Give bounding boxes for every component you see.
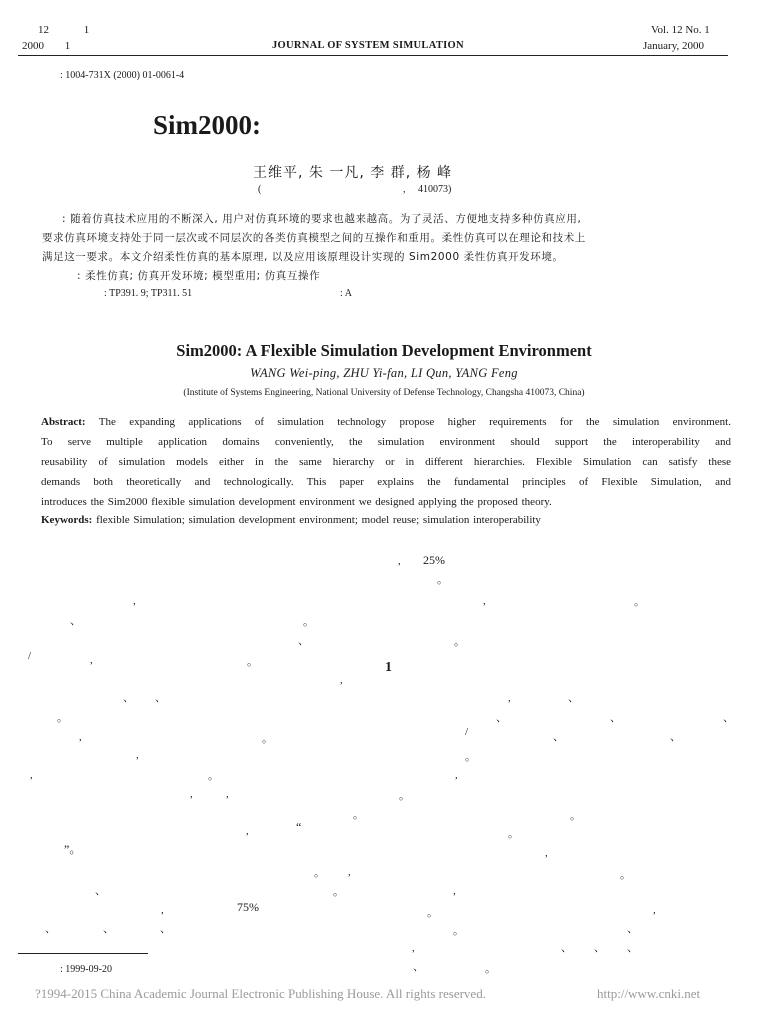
en-abstract-line-3: reusability of simulation models either in the same hierarchy or in different hierarchies. Flexible Simulation can satisfy these bbox=[41, 456, 731, 468]
punctuation-mark: 。 bbox=[437, 574, 448, 586]
en-abstract-line-4: demands both theoretically and technologically. This paper explains the fundamental principles of Flexible Simulation, and bbox=[41, 476, 731, 488]
header-year-cn: 2000 bbox=[22, 40, 44, 52]
punctuation-mark: 。 bbox=[465, 751, 476, 763]
punctuation-mark: 。 bbox=[570, 810, 581, 822]
punctuation-mark: , bbox=[136, 749, 139, 761]
cn-abstract-line-3: 满足这一要求。本文介绍柔性仿真的基本原理, 以及应用该原理设计实现的 Sim2000 柔性仿真开发环境。 bbox=[42, 251, 564, 263]
punctuation-mark: , bbox=[246, 825, 249, 837]
cn-authors: 王维平, 朱 一凡, 李 群, 杨 峰 bbox=[253, 165, 453, 181]
keywords-text: flexible Simulation; simulation development environment; model reuse; simulation interoperability bbox=[96, 514, 541, 526]
en-abstract-line-2: To serve multiple application domains conveniently, the simulation environment should support the interoperability and bbox=[41, 436, 731, 448]
en-keywords-line bbox=[41, 514, 541, 526]
punctuation-mark: 、 bbox=[45, 923, 56, 935]
punctuation-mark: 、 bbox=[553, 731, 564, 743]
punctuation-mark: , bbox=[340, 674, 343, 686]
punctuation-mark: 。 bbox=[634, 596, 645, 608]
punctuation-mark: 。 bbox=[208, 770, 219, 782]
punctuation-mark: 。 bbox=[620, 869, 631, 881]
punctuation-mark: 、 bbox=[561, 942, 572, 954]
punctuation-mark: , bbox=[412, 942, 415, 954]
header-month-cn: 1 bbox=[64, 40, 71, 52]
header-issue-cn: 1 bbox=[83, 24, 90, 36]
cnki-url-link[interactable]: http://www.cnki.net bbox=[597, 986, 701, 1001]
punctuation-mark: , bbox=[161, 904, 164, 916]
received-date: : 1999-09-20 bbox=[60, 964, 112, 975]
punctuation-mark: / bbox=[465, 726, 469, 738]
punctuation-mark: 。 bbox=[427, 907, 438, 919]
open-quote: “ bbox=[296, 820, 302, 834]
header-volume-cn: 12 bbox=[38, 24, 49, 36]
punctuation-mark: , bbox=[133, 595, 136, 607]
punctuation-mark: , bbox=[348, 866, 351, 878]
punctuation-mark: 、 bbox=[298, 635, 309, 647]
punctuation-mark: 、 bbox=[160, 923, 171, 935]
section-number: 1 bbox=[385, 660, 392, 675]
cn-abstract-line-2: 要求仿真环境支持处于同一层次或不同层次的各类仿真模型之间的互操作和重用。柔性仿真可以在理论和技术上 bbox=[42, 232, 586, 244]
percent-75: 75% bbox=[237, 900, 259, 914]
cn-affiliation-open: ( bbox=[258, 184, 262, 195]
punctuation-mark: , bbox=[545, 847, 548, 859]
en-affiliation: (Institute of Systems Engineering, National University of Defense Technology, Changsha 410073, China) bbox=[183, 388, 585, 398]
copyright-footer: ?1994-2015 China Academic Journal Electronic Publishing House. All rights reserved. bbox=[35, 986, 486, 1001]
punctuation-mark: , bbox=[508, 692, 511, 704]
abstract-label: Abstract: bbox=[41, 416, 86, 428]
article-id: : 1004-731X (2000) 01-0061-4 bbox=[60, 70, 185, 81]
punctuation-mark: , bbox=[483, 595, 486, 607]
punctuation-mark: 。 bbox=[353, 809, 364, 821]
punctuation-mark: , bbox=[190, 788, 193, 800]
punctuation-mark: 、 bbox=[568, 692, 579, 704]
percent-25: 25% bbox=[423, 553, 445, 567]
punctuation-mark: 、 bbox=[103, 923, 114, 935]
cn-classification: : TP391. 9; TP311. 51 bbox=[104, 288, 193, 299]
header-issue-left-1 bbox=[38, 24, 89, 36]
punctuation-mark: 、 bbox=[95, 885, 106, 897]
punctuation-mark: , bbox=[453, 885, 456, 897]
header-volume-en: Vol. 12 No. 1 bbox=[651, 24, 710, 36]
footnote-rule bbox=[18, 953, 148, 954]
punctuation-mark: 、 bbox=[496, 712, 507, 724]
punctuation-mark: 、 bbox=[670, 731, 681, 743]
header-date-en: January, 2000 bbox=[643, 40, 704, 52]
punctuation-mark: 、 bbox=[627, 942, 638, 954]
punctuation-mark: , bbox=[79, 731, 82, 743]
punctuation-mark: 。 bbox=[247, 656, 258, 668]
punctuation-mark: , bbox=[30, 769, 33, 781]
punctuation-mark: 。 bbox=[399, 790, 410, 802]
en-title: Sim2000: A Flexible Simulation Development Environment bbox=[176, 341, 592, 360]
punctuation-mark: 。 bbox=[454, 636, 465, 648]
punctuation-mark: , bbox=[455, 769, 458, 781]
punctuation-mark: 、 bbox=[413, 961, 424, 973]
punctuation-mark: 。 bbox=[262, 733, 273, 745]
cn-affiliation-zip: 410073) bbox=[418, 184, 452, 195]
header-issue-left-2 bbox=[22, 40, 70, 52]
punctuation-mark: , bbox=[653, 904, 656, 916]
cn-affiliation bbox=[258, 184, 498, 195]
cn-affiliation-comma: , bbox=[403, 184, 406, 195]
journal-name: JOURNAL OF SYSTEM SIMULATION bbox=[272, 40, 464, 51]
punctuation-mark: 、 bbox=[155, 692, 166, 704]
keywords-label: Keywords: bbox=[41, 514, 93, 526]
cn-doc-code: : A bbox=[340, 288, 352, 299]
punctuation-mark: 、 bbox=[723, 712, 734, 724]
punctuation-mark: 。 bbox=[508, 828, 519, 840]
punctuation-mark: 、 bbox=[627, 923, 638, 935]
punctuation-mark: , bbox=[90, 654, 93, 666]
cn-title: Sim2000: bbox=[153, 110, 261, 140]
punctuation-mark: 、 bbox=[70, 615, 81, 627]
punctuation-mark: , bbox=[398, 555, 401, 567]
cn-keywords: : 柔性仿真; 仿真开发环境; 模型重用; 仿真互操作 bbox=[77, 270, 321, 282]
punctuation-mark: 、 bbox=[123, 692, 134, 704]
punctuation-mark: 、 bbox=[594, 942, 605, 954]
close-quote: ”。 bbox=[64, 842, 82, 856]
punctuation-mark: 。 bbox=[303, 616, 314, 628]
abstract-line-1-text: The expanding applications of simulation technology propose higher requirements for the simulation environment. bbox=[98, 416, 731, 428]
en-abstract-line-5: introduces the Sim2000 flexible simulation development environment we designed applying the proposed theory. bbox=[41, 496, 552, 508]
en-abstract-line-1 bbox=[41, 416, 731, 428]
punctuation-mark: 。 bbox=[485, 963, 496, 975]
header-rule bbox=[18, 55, 728, 56]
punctuation-mark: 。 bbox=[314, 867, 325, 879]
punctuation-mark: 。 bbox=[453, 925, 464, 937]
cn-abstract-line-1: : 随着仿真技术应用的不断深入, 用户对仿真环境的要求也越来越高。为了灵活、方便地支持多种仿真应用, bbox=[62, 213, 582, 225]
en-authors: WANG Wei-ping, ZHU Yi-fan, LI Qun, YANG Feng bbox=[250, 366, 518, 380]
punctuation-mark: , bbox=[226, 788, 229, 800]
punctuation-mark: 。 bbox=[333, 886, 344, 898]
punctuation-mark: / bbox=[28, 650, 32, 662]
punctuation-mark: 。 bbox=[57, 712, 68, 724]
punctuation-mark: 、 bbox=[610, 712, 621, 724]
